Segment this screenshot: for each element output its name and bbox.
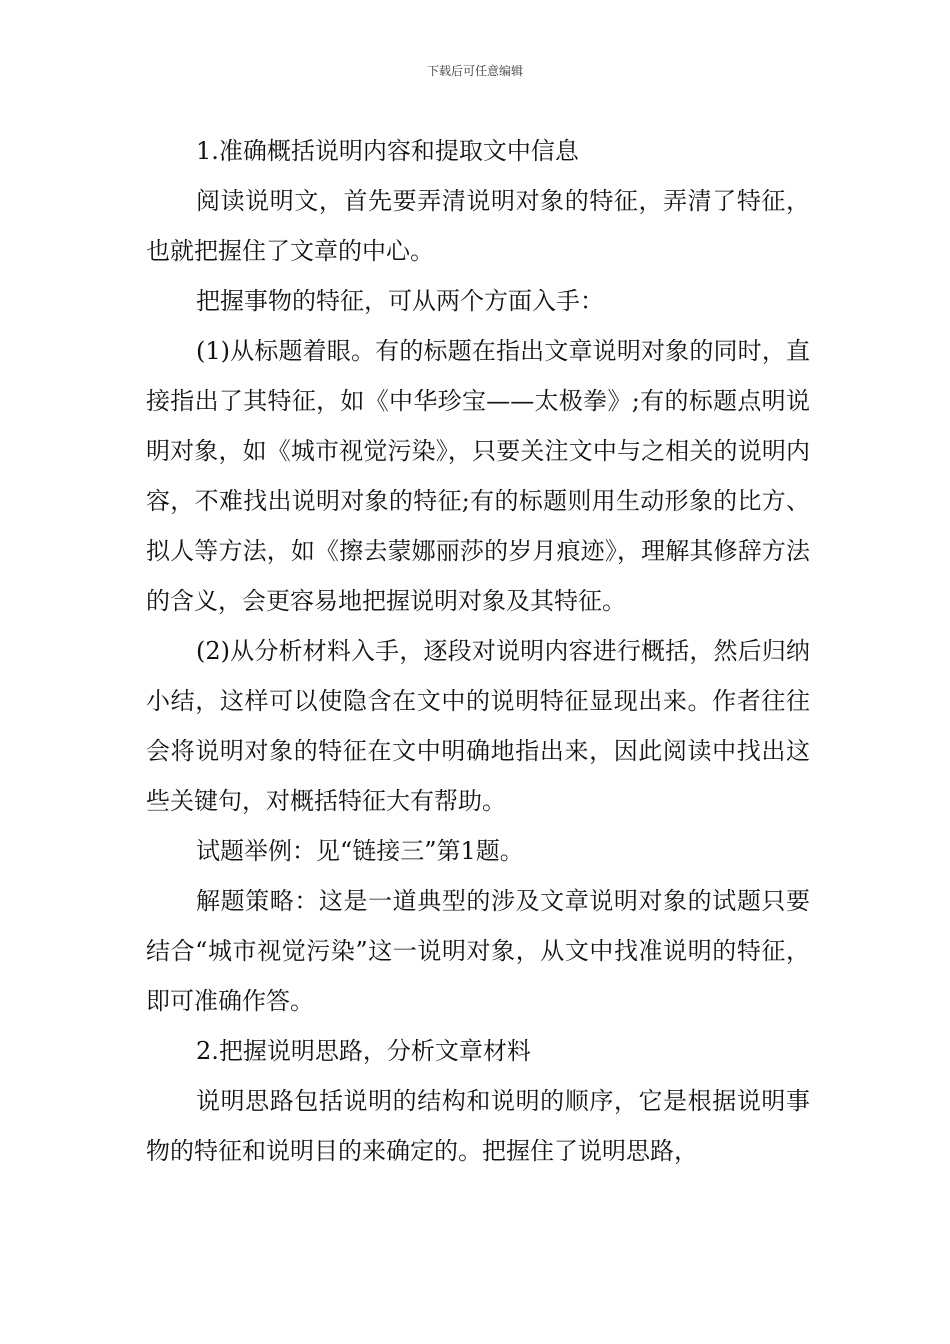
page-header-note: 下载后可任意编辑 [426,64,523,78]
document-body [146,126,810,1176]
paragraph: (1)从标题着眼。有的标题在指出文章说明对象的同时，直接指出了其特征，如《中华珍宝——太极拳》;有的标题点明说明对象，如《城市视觉污染》，只要关注文中与之相关的说明内容，不难找出说明对象的特征;有的标题则用生动形象的比方、拟人等方法，如《擦去蒙娜丽莎的岁月痕迹》，理解其修辞方法的含义，会更容易地把握说明对象及其特征。 [146,337,810,615]
section-heading-2: 2.把握说明思路，分析文章材料 [196,1037,531,1065]
paragraph: 说明思路包括说明的结构和说明的顺序，它是根据说明事物的特征和说明目的来确定的。把握住了说明思路， [146,1087,810,1165]
paragraph: 解题策略：这是一道典型的涉及文章说明对象的试题只要结合“城市视觉污染”这一说明对象，从文中找准说明的特征，即可准确作答。 [146,887,810,1015]
section-heading-1: 1.准确概括说明内容和提取文中信息 [196,137,579,165]
paragraph: 把握事物的特征，可从两个方面入手： [196,287,604,315]
paragraph: 试题举例：见“链接三”第1题。 [196,837,524,865]
paragraph: (2)从分析材料入手，逐段对说明内容进行概括，然后归纳小结，这样可以使隐含在文中的说明特征显现出来。作者往往会将说明对象的特征在文中明确地指出来，因此阅读中找出这些关键句，对概括特征大有帮助。 [146,637,810,815]
paragraph: 阅读说明文，首先要弄清说明对象的特征，弄清了特征，也就把握住了文章的中心。 [146,187,810,265]
